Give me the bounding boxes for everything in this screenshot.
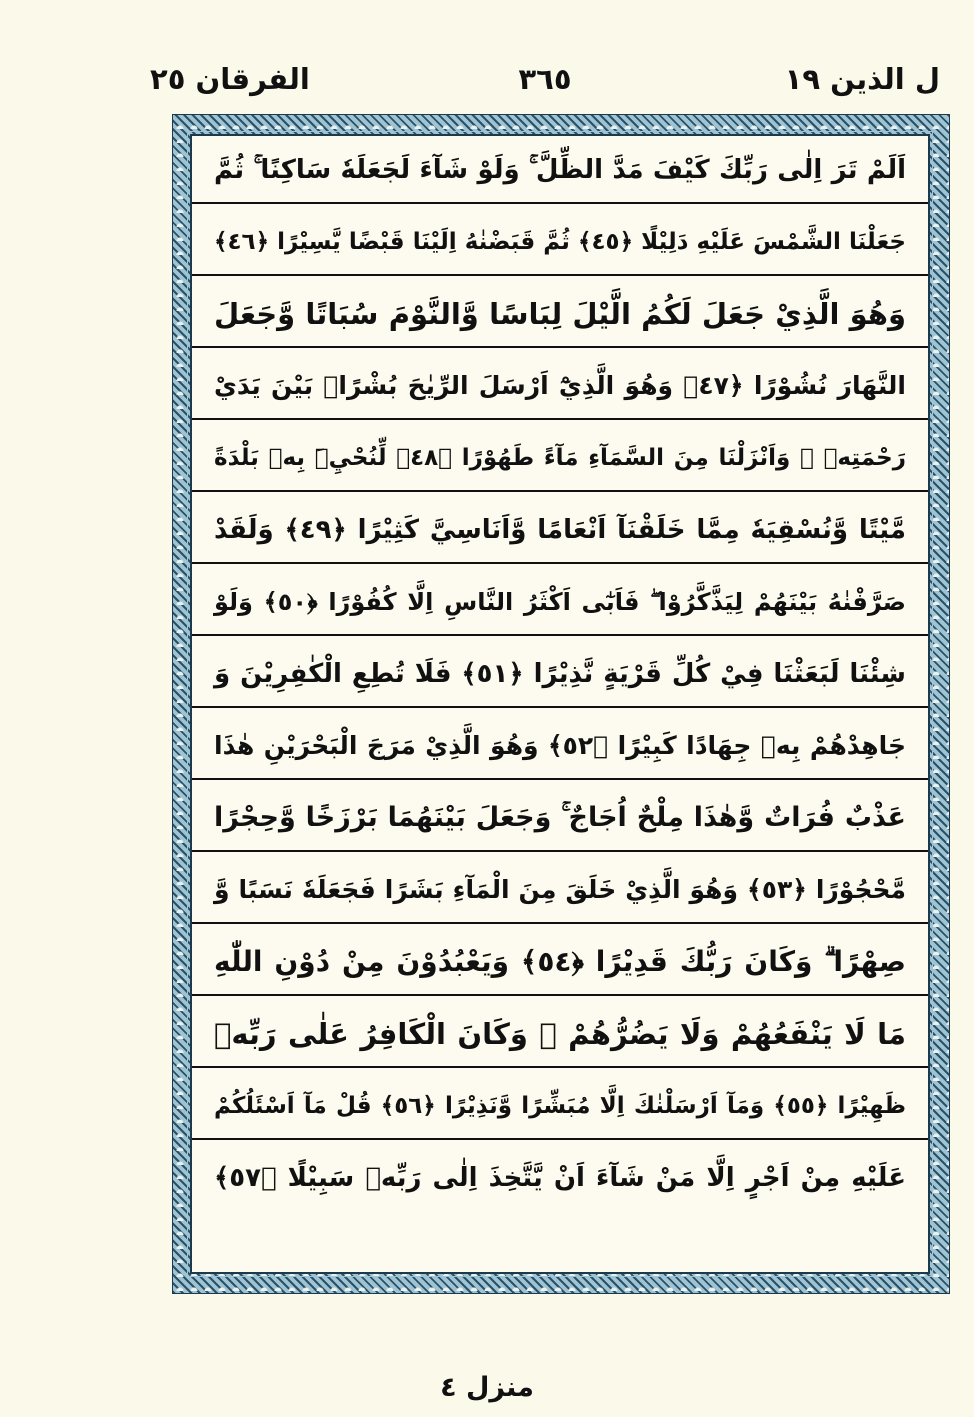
text-line: صَرَّفْنٰهُ بَيْنَهُمْ لِيَذَّكَّرُوْا ۖ فَاَبٰٓى اَكْثَرُ النَّاسِ اِلَّا كُفُوْرًا ﴿٥٠﴾ وَلَوْ <box>192 568 928 636</box>
page-header <box>150 62 940 112</box>
text-line: رَحْمَتِهٖ ۚ وَاَنْزَلْنَا مِنَ السَّمَآءِ مَآءً طَهُوْرًا ﴿٤٨﴾ لِّنُحْيِۦَ بِهٖ بَلْدَةً <box>192 424 928 492</box>
text-line: وَهُوَ الَّذِيْ جَعَلَ لَكُمُ الَّيْلَ لِبَاسًا وَّالنَّوْمَ سُبَاتًا وَّجَعَلَ <box>192 280 928 348</box>
text-panel <box>190 134 930 1274</box>
text-line: مَّيْتًا وَّنُسْقِيَهٗ مِمَّا خَلَقْنَآ اَنْعَامًا وَّاَنَاسِيَّ كَثِيْرًا ﴿٤٩﴾ وَلَقَدْ <box>192 496 928 564</box>
text-line: مَا لَا يَنْفَعُهُمْ وَلَا يَضُرُّهُمْ ۗ وَكَانَ الْكَافِرُ عَلٰى رَبِّهٖ <box>192 1000 928 1068</box>
text-line: عَذْبٌ فُرَاتٌ وَّهٰذَا مِلْحٌ اُجَاجٌ ۚ وَجَعَلَ بَيْنَهُمَا بَرْزَخًا وَّحِجْرًا <box>192 784 928 852</box>
text-line: ظَهِيْرًا ﴿٥٥﴾ وَمَآ اَرْسَلْنٰكَ اِلَّا مُبَشِّرًا وَّنَذِيْرًا ﴿٥٦﴾ قُلْ مَآ اَسْئَلُكُمْ <box>192 1072 928 1140</box>
text-line: عَلَيْهِ مِنْ اَجْرٍ اِلَّا مَنْ شَآءَ اَنْ يَّتَّخِذَ اِلٰى رَبِّهٖ سَبِيْلًا ﴿٥٧﴾ <box>214 1163 906 1193</box>
text-line: جَاهِدْهُمْ بِهٖ جِهَادًا كَبِيْرًا ﴿٥٢﴾ وَهُوَ الَّذِيْ مَرَجَ الْبَحْرَيْنِ هٰذَا <box>192 712 928 780</box>
page-number: ٣٦٥ <box>518 62 572 96</box>
text-line: مَّحْجُوْرًا ﴿٥٣﴾ وَهُوَ الَّذِيْ خَلَقَ مِنَ الْمَآءِ بَشَرًا فَجَعَلَهٗ نَسَبًا وَّ <box>192 856 928 924</box>
text-line: صِهْرًا ۗ وَكَانَ رَبُّكَ قَدِيْرًا ﴿٥٤﴾ وَيَعْبُدُوْنَ مِنْ دُوْنِ اللّٰهِ <box>192 928 928 996</box>
text-line: جَعَلْنَا الشَّمْسَ عَلَيْهِ دَلِيْلًا ﴿٤٥﴾ ثُمَّ قَبَضْنٰهُ اِلَيْنَا قَبْضًا يَّسِيْرًا ﴿٤٦﴾ <box>192 208 928 276</box>
text-line: النَّهَارَ نُشُوْرًا ﴿٤٧﴾ وَهُوَ الَّذِيْٓ اَرْسَلَ الرِّيٰحَ بُشْرًاۢ بَيْنَ يَدَيْ <box>192 352 928 420</box>
text-line: شِئْنَا لَبَعَثْنَا فِيْ كُلِّ قَرْيَةٍ نَّذِيْرًا ﴿٥١﴾ فَلَا تُطِعِ الْكٰفِرِيْنَ وَ <box>192 640 928 708</box>
para-name: ل الذين ١٩ <box>784 62 940 96</box>
manzil-label: منزل ٤ <box>440 1372 534 1403</box>
text-line: اَلَمْ تَرَ اِلٰى رَبِّكَ كَيْفَ مَدَّ الظِّلَّ ۚ وَلَوْ شَآءَ لَجَعَلَهٗ سَاكِنًا ۚ ثُمَّ <box>192 136 928 204</box>
surah-name: الفرقان ٢٥ <box>150 62 310 96</box>
